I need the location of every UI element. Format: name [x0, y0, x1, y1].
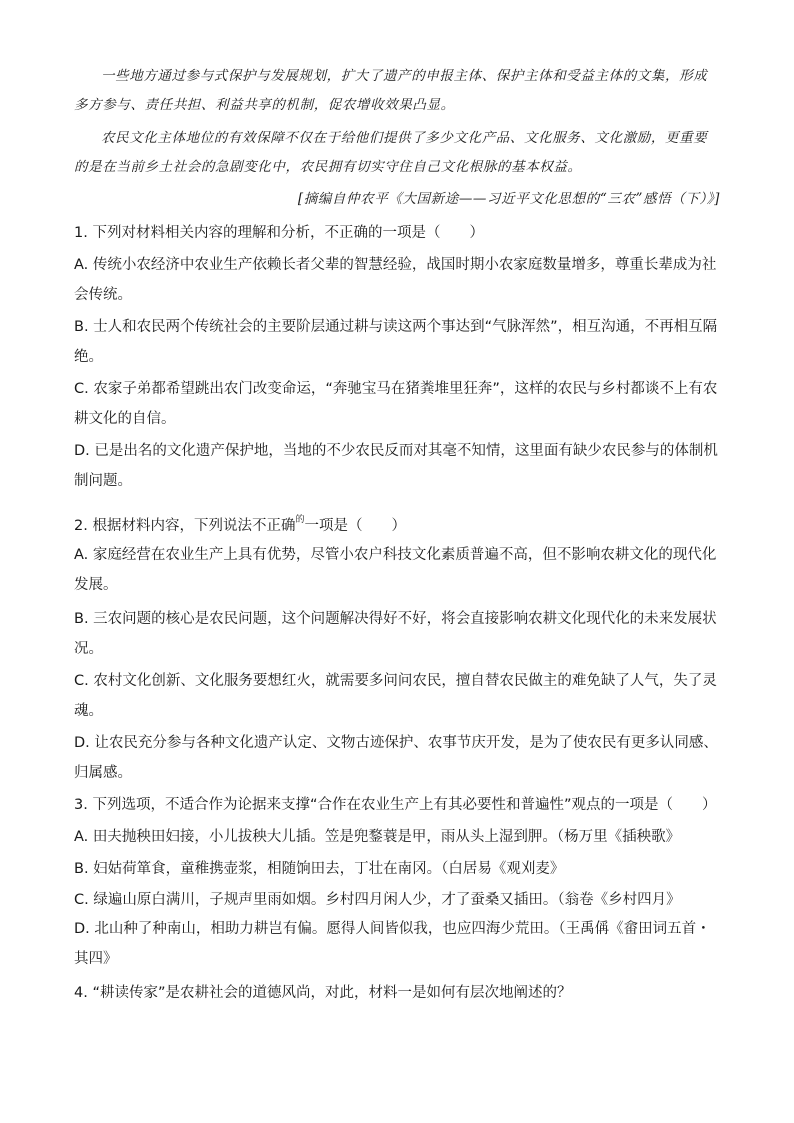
question-2-option-a: A. 家庭经营在农业生产上具有优势，尽管小农户科技文化素质普遍不高，但不影响农耕文化的现代化发展。 [74, 547, 717, 593]
question-3-option-b: B. 妇姑荷箪食，童稚携壶浆，相随饷田去，丁壮在南冈。（白居易《观刈麦》 [74, 861, 565, 877]
question-1-option-c: C. 农家子弟都希望跳出农门改变命运，“奔驰宝马在猪粪堆里狂奔”，这样的农民与乡村都谈不上有农耕文化的自信。 [74, 381, 718, 427]
question-1-option-d: D. 已是出名的文化遗产保护地，当地的不少农民反而对其毫不知情，这里面有缺少农民参与的体制机制问题。 [74, 443, 718, 489]
question-2-stem-part-b: 一项是（ ） [304, 518, 406, 534]
question-3-stem: 3. 下列选项，不适合作为论据来支撑“合作在农业生产上有其必要性和普遍性”观点的一项是（ ） [74, 797, 717, 813]
question-3-option-c: C. 绿遍山原白满川，子规声里雨如烟。乡村四月闲人少，才了蚕桑又插田。（翁卷《乡村四月》 [74, 892, 681, 908]
question-2-option-c: C. 农村文化创新、文化服务要想红火，就需要多问问农民，擅自替农民做主的难免缺了人气，失了灵魂。 [74, 673, 717, 719]
question-1-option-a: A. 传统小农经济中农业生产依赖长者父辈的智慧经验，战国时期小农家庭数量增多，尊重长辈成为社会传统。 [74, 257, 717, 303]
question-2-stem-part-a: 2. 根据材料内容，下列说法不正确 [74, 518, 296, 534]
material-paragraph-1 [74, 62, 720, 120]
source-citation: [摘编自仲农平《大国新途——习近平文化思想的“三农”感悟（下）》] [297, 191, 720, 207]
question-4-stem: 4. “耕读传家”是农耕社会的道德风尚，对此，材料一是如何有层次地阐述的？ [74, 985, 572, 1001]
question-3-option-a: A. 田夫抛秧田妇接，小儿拔秧大儿插。笠是兜鍪蓑是甲，雨从头上湿到胛。（杨万里《插秧歌》 [74, 829, 681, 845]
question-2-stem-stray-char: 的 [295, 515, 305, 525]
material-paragraph-2 [74, 124, 720, 182]
question-2-stem [74, 505, 720, 541]
question-2-option-b: B. 三农问题的核心是农民问题，这个问题解决得好不好，将会直接影响农耕文化现代化的未来发展状况。 [74, 611, 717, 657]
question-1-option-b: B. 士人和农民两个传统社会的主要阶层通过耕与读这两个事达到“气脉浑然”，相互沟通，不再相互隔绝。 [74, 319, 718, 365]
question-3-option-d: D. 北山种了种南山，相助力耕岂有偏。愿得人间皆似我，也应四海少荒田。（王禹偁《畲田词五首・其四》 [74, 921, 711, 967]
question-1-stem: 1. 下列对材料相关内容的理解和分析，不正确的一项是（ ） [74, 225, 484, 241]
question-2-option-d: D. 让农民充分参与各种文化遗产认定、文物古迹保护、农事节庆开发，是为了使农民有更多认同感、归属感。 [74, 735, 718, 781]
material-paragraph-1-text: 一些地方通过参与式保护与发展规划，扩大了遗产的申报主体、保护主体和受益主体的文集，形成多方参与、责任共担、利益共享的机制，促农增收效果凸显。 [74, 68, 708, 113]
material-paragraph-2-text: 农民文化主体地位的有效保障不仅在于给他们提供了多少文化产品、文化服务、文化激励，更重要的是在当前乡土社会的急剧变化中，农民拥有切实守住自己文化根脉的基本权益。 [74, 130, 708, 175]
